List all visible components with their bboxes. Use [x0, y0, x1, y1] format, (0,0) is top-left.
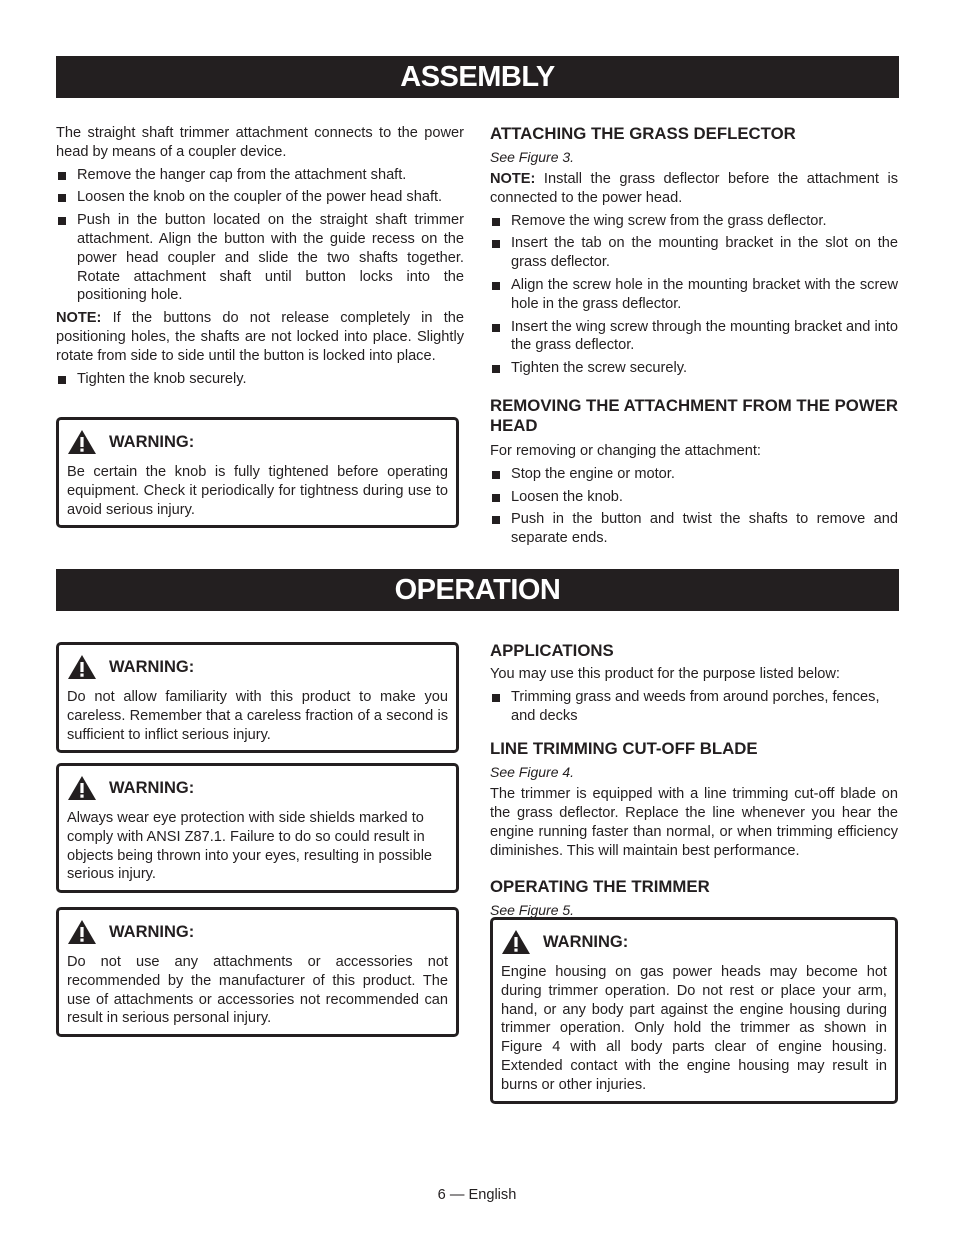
warning-box-knob: [56, 417, 459, 528]
warning-header: [67, 654, 448, 680]
warning-box-accessories: [56, 907, 459, 1037]
list-item: Tighten the screw securely.: [490, 359, 898, 378]
figure-reference: See Figure 5.: [490, 901, 575, 918]
list-item: Insert the wing screw through the mounting bracket and into the grass deflector.: [490, 318, 898, 356]
removing-intro: For removing or changing the attachment:: [490, 442, 761, 459]
warning-header: [67, 919, 448, 945]
list-item: Push in the button and twist the shafts to remove and separate ends.: [490, 510, 898, 548]
warning-header: [501, 929, 887, 955]
removing-heading: REMOVING THE ATTACHMENT FROM THE POWER HEAD: [490, 395, 899, 435]
note-text: Install the grass deflector before the attachment is connected to the power head.: [490, 171, 898, 206]
operation-right-column: [490, 641, 898, 923]
list-item: Trimming grass and weeds from around porches, fences, and decks: [490, 688, 898, 726]
blade-heading: LINE TRIMMING CUT-OFF BLADE: [490, 739, 758, 759]
warning-box-engine-housing: [490, 917, 898, 1104]
warning-triangle-icon: [67, 775, 97, 801]
list-item: Stop the engine or motor.: [490, 465, 898, 484]
warning-text: Do not use any attachments or accessories not recommended by the manufacturer of this product. The use of attachments or accessories not recommended can result in serious personal injury.: [67, 954, 448, 1027]
list-item: Tighten the knob securely.: [56, 370, 464, 389]
applications-intro: You may use this product for the purpose listed below:: [490, 666, 840, 682]
deflector-note: [490, 170, 898, 208]
list-item: Remove the wing screw from the grass deflector.: [490, 212, 898, 231]
warning-title: WARNING:: [109, 922, 195, 941]
applications-heading: APPLICATIONS: [490, 641, 614, 660]
note-label: NOTE:: [56, 310, 102, 327]
page-footer: 6 — English: [437, 1187, 517, 1203]
warning-triangle-icon: [67, 654, 97, 680]
note-label: NOTE:: [490, 171, 536, 187]
applications-list: [490, 688, 898, 726]
assembly-final-list: [56, 370, 464, 389]
operating-heading: OPERATING THE TRIMMER: [490, 876, 710, 896]
list-item: Push in the button located on the straight shaft trimmer attachment. Align the button with the guide recess on the power head coupler and slide the two shafts together. Rotate attachment shaft until button locks into the positioning hole.: [56, 211, 464, 305]
warning-text: Always wear eye protection with side shields marked to comply with ANSI Z87.1. Failure to do so could result in objects being thrown into your eyes, resulting in possible serious injury.: [67, 810, 433, 883]
warning-text: Be certain the knob is fully tightened before operating equipment. Check it periodically for tightness during use to avoid serious injury.: [67, 464, 448, 518]
list-item: Insert the tab on the mounting bracket in the slot on the grass deflector.: [490, 234, 898, 272]
assembly-right-column: [490, 124, 898, 552]
assembly-banner: ASSEMBLY: [56, 56, 899, 98]
assembly-steps-list: [56, 166, 464, 306]
warning-title: WARNING:: [109, 657, 195, 676]
warning-text: Do not allow familiarity with this product to make you careless. Remember that a careless fraction of a second is sufficient to inflict serious injury.: [67, 689, 448, 743]
warning-header: [67, 429, 448, 455]
warning-title: WARNING:: [109, 778, 195, 797]
warning-title: WARNING:: [543, 932, 629, 951]
note-text: If the buttons do not release completely in the positioning holes, the shafts are not locked into place. Slightly rotate from side to side until the button is locked into place.: [56, 310, 464, 364]
operation-banner: OPERATION: [56, 569, 899, 611]
warning-title: WARNING:: [109, 432, 195, 451]
warning-box-eye-protection: [56, 763, 459, 893]
warning-header: [67, 775, 448, 801]
warning-text: Engine housing on gas power heads may become hot during trimmer operation. Do not rest or place your arm, hand, or any body part against the engine housing during trimmer operation. Only hold the trimmer as shown in Figure 4 with all body parts clear of engine housing. Extended contact with the engine housing may result in burns or other injuries.: [501, 964, 887, 1093]
figure-reference: See Figure 4.: [490, 764, 575, 781]
warning-box-familiarity: [56, 642, 459, 753]
deflector-steps-list: [490, 212, 898, 378]
assembly-intro: The straight shaft trimmer attachment connects to the power head by means of a coupler device.: [56, 125, 464, 160]
warning-triangle-icon: [501, 929, 531, 955]
list-item: Remove the hanger cap from the attachment shaft.: [56, 166, 464, 185]
blade-text: The trimmer is equipped with a line trimming cut-off blade on the grass deflector. Replace the line whenever you hear the engine running faster than normal, or when trimming efficiency diminishes. This will maintain best performance.: [490, 786, 898, 859]
removing-steps-list: [490, 465, 898, 548]
list-item: Align the screw hole in the mounting bracket with the screw hole in the grass deflector.: [490, 276, 898, 314]
figure-reference: See Figure 3.: [490, 149, 575, 165]
warning-triangle-icon: [67, 919, 97, 945]
deflector-heading: ATTACHING THE GRASS DEFLECTOR: [490, 124, 796, 143]
list-item: Loosen the knob on the coupler of the power head shaft.: [56, 188, 464, 207]
assembly-left-column: [56, 124, 464, 392]
list-item: Loosen the knob.: [490, 488, 898, 507]
warning-triangle-icon: [67, 429, 97, 455]
assembly-note: [56, 309, 464, 365]
